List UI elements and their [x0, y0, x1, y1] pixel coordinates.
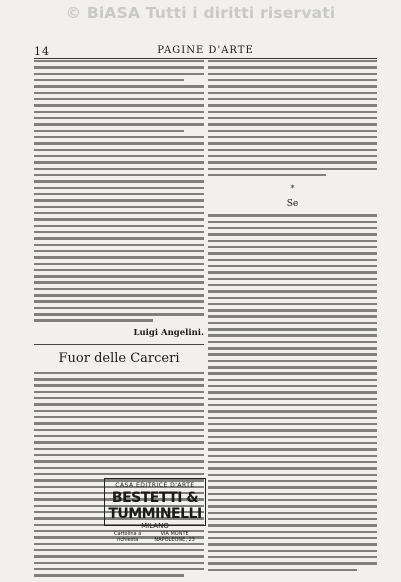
right-body-bottom [208, 214, 377, 575]
header-rule [34, 58, 377, 59]
publisher-advertisement [104, 478, 206, 543]
article-body-bottom [34, 372, 204, 581]
article-body-top [34, 60, 204, 326]
section-divider [34, 344, 204, 345]
ad-top-line: CASA EDITRICE D'ARTE [115, 482, 195, 489]
section-title: Fuor delle Carceri [58, 350, 180, 366]
right-body-top [208, 60, 377, 180]
right-column [208, 60, 377, 575]
section-subhead: Se [286, 199, 299, 210]
ad-foot-left: Cartolina a richiesta [113, 531, 142, 543]
section-star: * [290, 184, 295, 194]
article-signature: Luigi Angelini. [133, 327, 204, 338]
page-number: 14 [34, 45, 50, 58]
ad-foot-right: VIA MONTE NAPOLEONE, 23 [154, 531, 195, 543]
running-title: PAGINE D'ARTE [157, 45, 254, 56]
ad-city: MILANO [141, 522, 169, 530]
ad-publisher-name: BESTETTI & TUMMINELLI [108, 490, 202, 522]
copyright-watermark: © BiASA Tutti i diritti riservati [65, 4, 336, 22]
ad-footer [105, 530, 205, 543]
page-header [34, 45, 377, 57]
